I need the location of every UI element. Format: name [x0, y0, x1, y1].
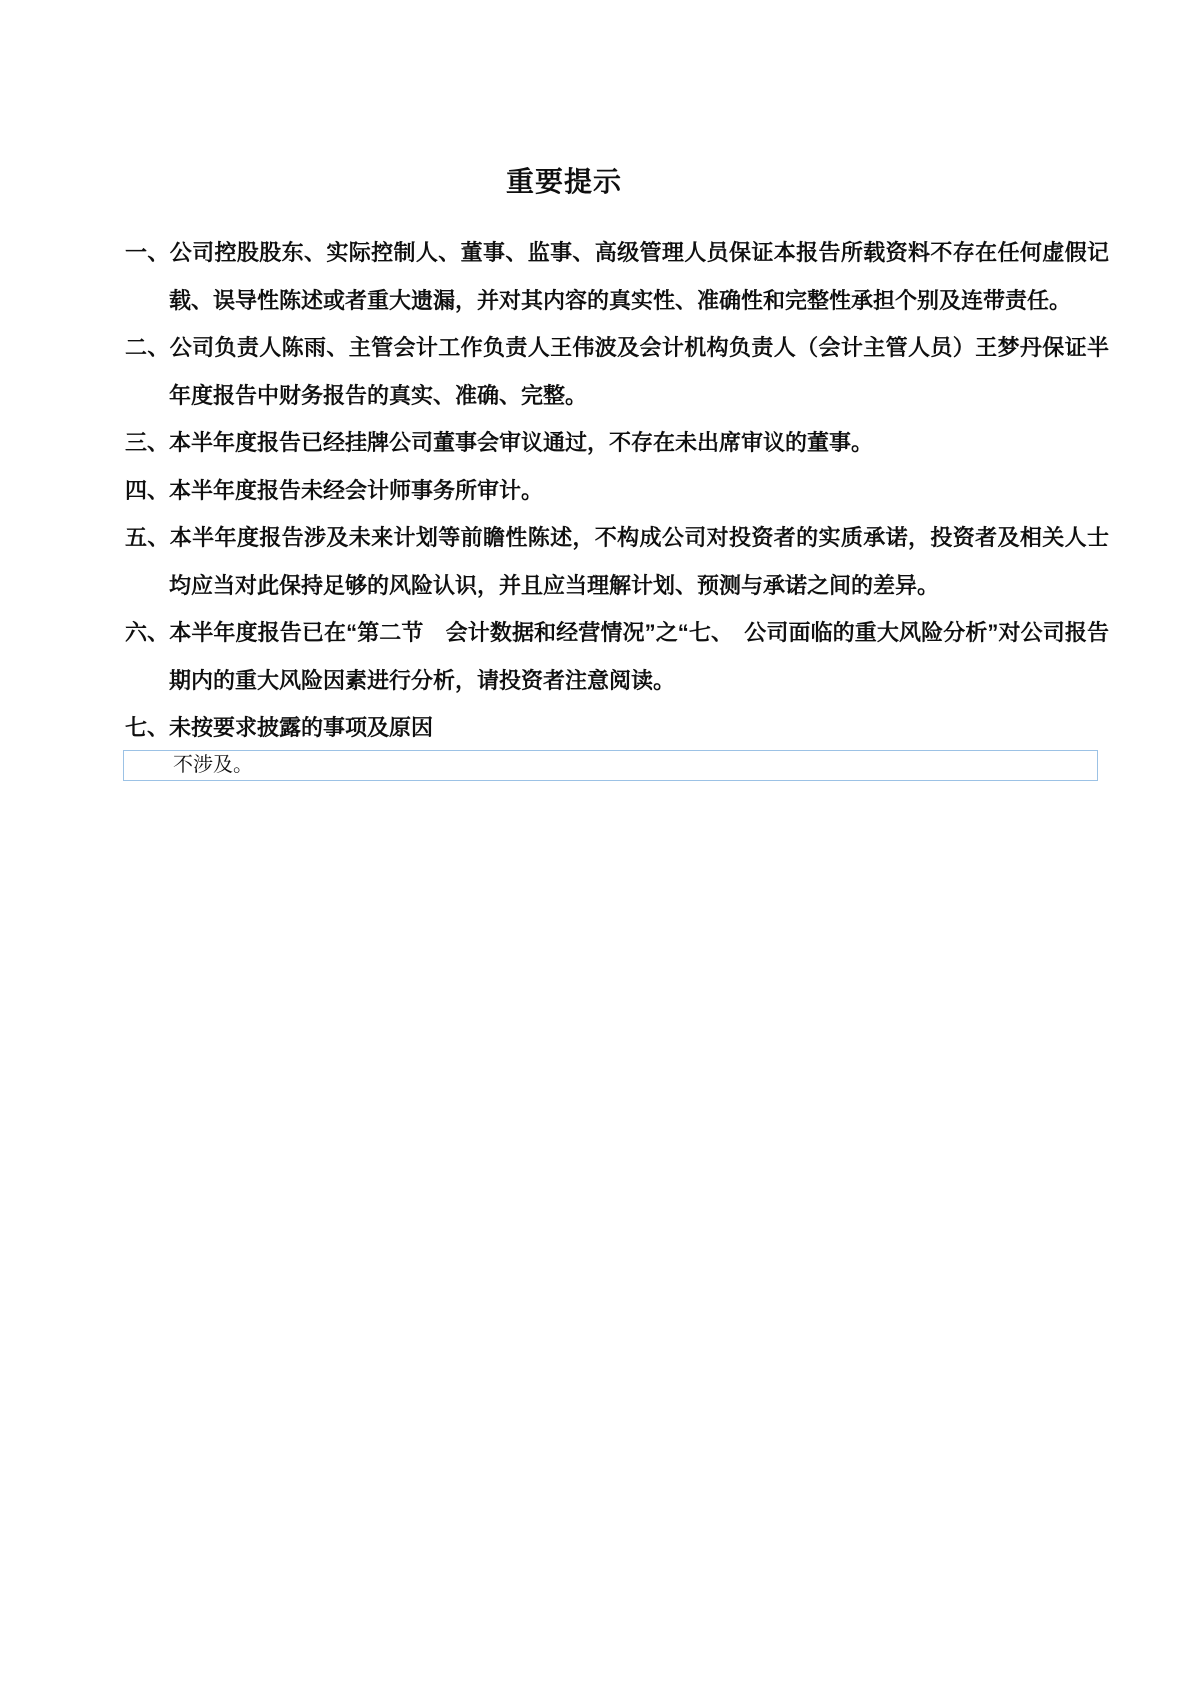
item-text: 本半年度报告已在“第二节 会计数据和经营情况”之“七、 公司面临的重大风险分析”对公司报告期内的重大风险因素进行分析，请投资者注意阅读。	[169, 620, 1109, 693]
item-text: 公司负责人陈雨、主管会计工作负责人王伟波及会计机构负责人（会计主管人员）王梦丹保证半年度报告中财务报告的真实、准确、完整。	[169, 335, 1109, 408]
list-item	[125, 467, 1109, 515]
list-item	[125, 514, 1109, 609]
list-item	[125, 704, 1109, 752]
item-number: 三、	[125, 430, 170, 455]
list-item	[125, 324, 1109, 419]
item-number: 二、	[125, 335, 170, 360]
item-text: 公司控股股东、实际控制人、董事、监事、高级管理人员保证本报告所载资料不存在任何虚假记载、误导性陈述或者重大遗漏，并对其内容的真实性、准确性和完整性承担个别及连带责任。	[169, 240, 1109, 313]
page-title: 重要提示	[505, 166, 622, 197]
note-text: 不涉及。	[173, 754, 253, 776]
list-item	[125, 419, 1109, 467]
item-text: 本半年度报告未经会计师事务所审计。	[169, 477, 544, 503]
item-number: 七、	[125, 715, 170, 740]
not-applicable-box	[123, 750, 1098, 781]
item-text: 本半年度报告已经挂牌公司董事会审议通过，不存在未出席审议的董事。	[169, 430, 874, 455]
item-number: 六、	[125, 620, 170, 645]
item-text: 本半年度报告涉及未来计划等前瞻性陈述，不构成公司对投资者的实质承诺，投资者及相关人士均应当对此保持足够的风险认识，并且应当理解计划、预测与承诺之间的差异。	[169, 525, 1109, 598]
item-number: 五、	[125, 525, 170, 550]
item-number: 一、	[125, 240, 170, 265]
notice-list	[125, 229, 1109, 752]
item-text: 未按要求披露的事项及原因	[169, 715, 434, 740]
list-item	[125, 229, 1109, 324]
list-item	[125, 609, 1109, 704]
item-number: 四、	[125, 477, 170, 503]
